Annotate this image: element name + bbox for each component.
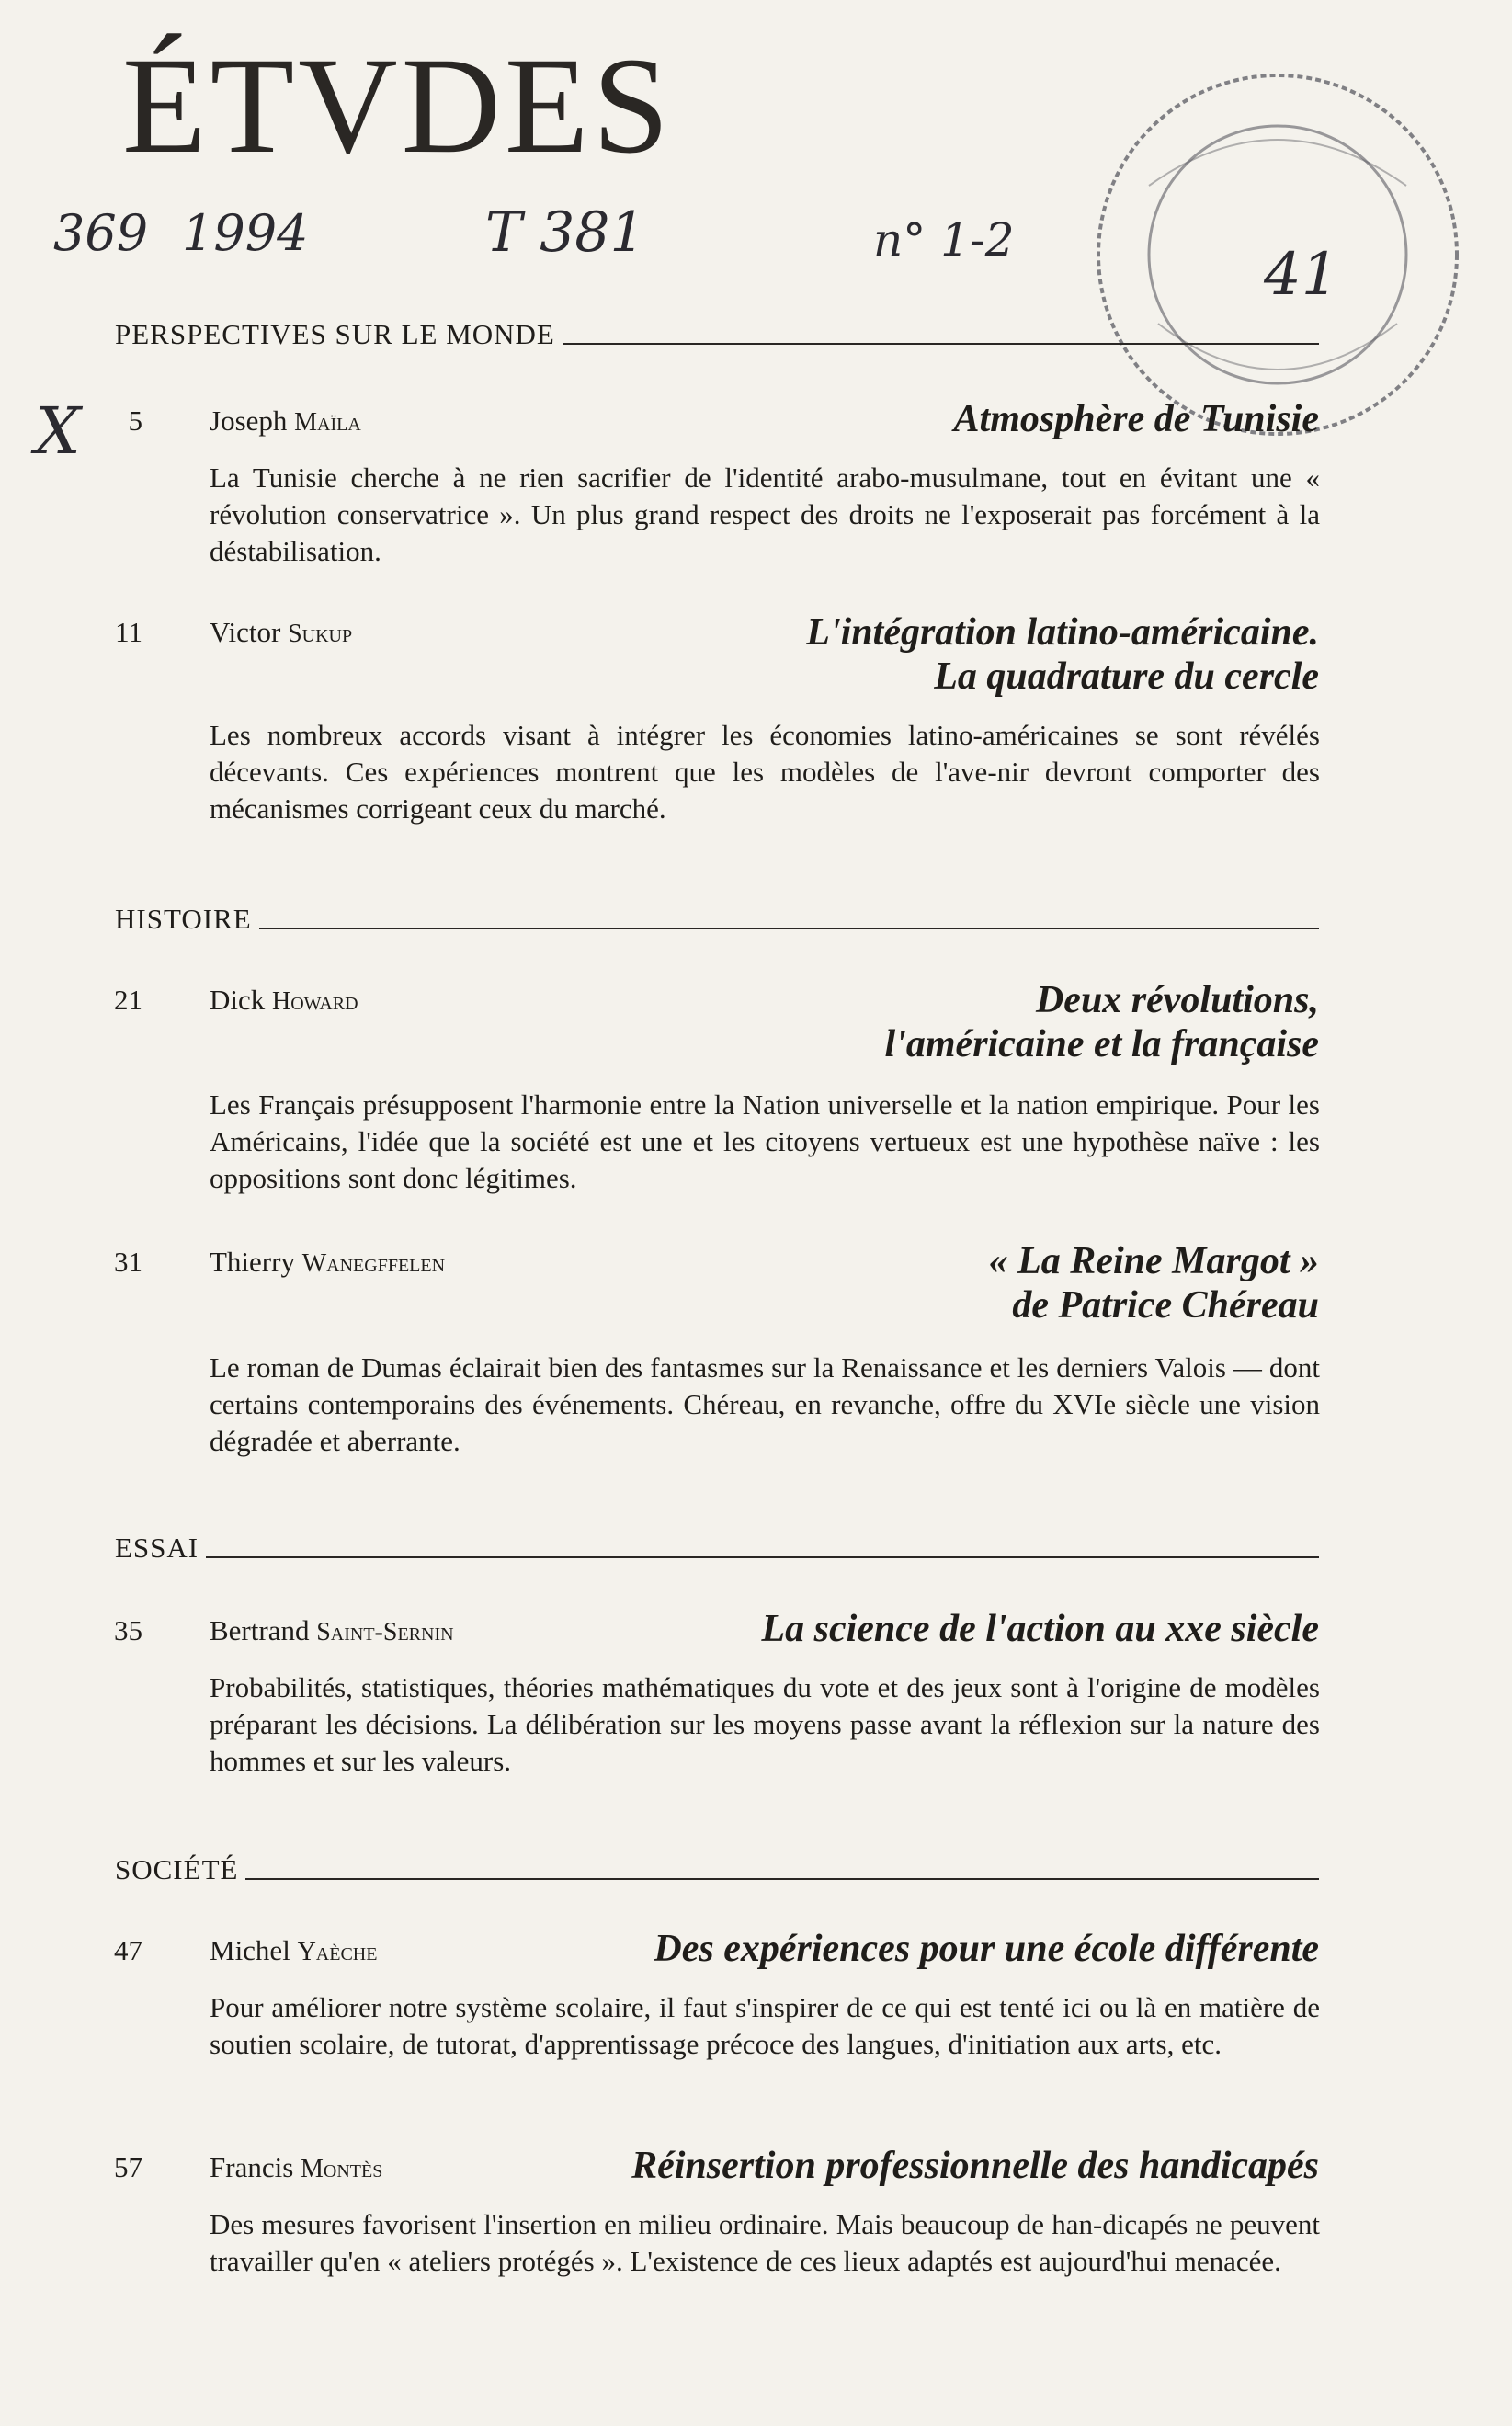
article-author xyxy=(210,616,352,649)
author-last-name: Saint-Sernin xyxy=(316,1618,454,1646)
page-number: 21 xyxy=(114,984,142,1016)
article-title-line: La quadrature du cercle xyxy=(934,655,1319,698)
article-summary: Des mesures favorisent l'insertion en milieu ordinaire. Mais beaucoup de han-dicapés ne peuvent travailler qu'en « ateliers protégés ». L'existence de ces lieux adaptés est aujourd'hui menacée. xyxy=(210,2208,1320,2277)
author-last-name: Maïla xyxy=(294,408,361,437)
section-label: HISTOIRE xyxy=(115,903,252,935)
article-title-line: l'américaine et la française xyxy=(884,1023,1319,1065)
page-number: 31 xyxy=(114,1246,142,1278)
article-author xyxy=(210,984,358,1017)
article-title xyxy=(954,397,1319,441)
journal-masthead: ÉTVDES xyxy=(122,29,673,182)
article-title-line: Deux révolutions, xyxy=(1035,979,1319,1021)
handwritten-mark: 41 xyxy=(1264,241,1339,309)
handwritten-year: 1994 xyxy=(182,204,309,262)
article-title-line: « La Reine Margot » xyxy=(988,1240,1319,1282)
author-first-name: Michel xyxy=(210,1934,290,1966)
page-number: 11 xyxy=(115,616,142,648)
page-number: 35 xyxy=(114,1614,142,1646)
article-author xyxy=(210,404,361,438)
page-number: 5 xyxy=(128,404,142,437)
article-title xyxy=(806,610,1319,699)
article-summary: La Tunisie cherche à ne rien sacrifier de l'identité arabo-musulmane, tout en évitant une « révolution conservatrice ». Un plus grand respect des droits ne l'exposerait pas forcément à la déstabilisation. xyxy=(210,461,1320,567)
section-rule xyxy=(245,1878,1319,1880)
section-heading xyxy=(115,318,1319,351)
author-last-name: Sukup xyxy=(288,620,353,648)
article-title-line: Atmosphère de Tunisie xyxy=(953,398,1319,440)
article-title-line: L'intégration latino-américaine. xyxy=(806,611,1319,654)
author-first-name: Victor xyxy=(210,616,281,648)
author-first-name: Dick xyxy=(210,984,266,1016)
article-summary: Pour améliorer notre système scolaire, il faut s'inspirer de ce qui est tenté ici ou là en matière de soutien scolaire, de tutorat, d'apprentissage précoce des langues, d'initiation aux arts, etc. xyxy=(210,1991,1320,2060)
section-label: PERSPECTIVES SUR LE MONDE xyxy=(115,318,555,350)
article-title-line: Des expériences pour une école différente xyxy=(654,1928,1319,1970)
article-title xyxy=(761,1607,1319,1651)
author-first-name: Francis xyxy=(210,2151,294,2183)
author-last-name: Montès xyxy=(301,2155,383,2183)
section-heading xyxy=(115,1853,1319,1886)
article-title xyxy=(654,1927,1319,1971)
article-summary: Les nombreux accords visant à intégrer les économies latino-américaines se sont révélés décevants. Ces expériences montrent que les modèles de l'ave-nir devront comporter des mécanismes corrigeant ceux du marché. xyxy=(210,719,1320,825)
page-number: 47 xyxy=(114,1934,142,1966)
handwritten-tome: T 381 xyxy=(485,200,645,265)
section-label: SOCIÉTÉ xyxy=(115,1853,239,1885)
article-summary: Le roman de Dumas éclairait bien des fantasmes sur la Renaissance et les derniers Valois — dont certains contemporains des événements. Chéreau, en revanche, offre du XVIe siècle une vision dégradée et aberrante. xyxy=(210,1351,1320,1457)
section-heading xyxy=(115,1532,1319,1565)
article-title xyxy=(631,2144,1319,2188)
section-heading xyxy=(115,903,1319,936)
author-first-name: Bertrand xyxy=(210,1614,310,1646)
author-last-name: Yaèche xyxy=(297,1938,378,1966)
article-summary: Probabilités, statistiques, théories mathématiques du vote et des jeux sont à l'origine de modèles préparant les décisions. La délibération sur les moyens passe avant la réflexion sur la nature des hommes et sur les valeurs. xyxy=(210,1671,1320,1777)
article-author xyxy=(210,1934,377,1967)
author-last-name: Wanegffelen xyxy=(301,1249,446,1278)
article-summary: Les Français présupposent l'harmonie entre la Nation universelle et la nation empirique. Pour les Américains, l'idée que la société est une et les citoyens vertueux est une hypothèse naïve : les oppositions sont donc légitimes. xyxy=(210,1088,1320,1194)
section-rule xyxy=(259,928,1319,929)
article-title-line: Réinsertion professionnelle des handicapés xyxy=(631,2145,1319,2187)
article-title xyxy=(989,1239,1319,1327)
page-number: 57 xyxy=(114,2151,142,2183)
article-author xyxy=(210,1614,454,1647)
author-first-name: Joseph xyxy=(210,404,288,437)
article-author xyxy=(210,1246,445,1279)
article-title-line: de Patrice Chéreau xyxy=(1012,1284,1319,1327)
section-rule xyxy=(206,1556,1319,1558)
handwritten-issue: n° 1-2 xyxy=(873,213,1015,267)
article-author xyxy=(210,2151,382,2184)
section-rule xyxy=(563,343,1319,345)
author-last-name: Howard xyxy=(272,987,358,1016)
handwritten-number: 369 xyxy=(53,204,149,262)
handwritten-cross: X xyxy=(35,393,81,469)
article-title-line: La science de l'action au xxe siècle xyxy=(761,1608,1319,1650)
author-first-name: Thierry xyxy=(210,1246,295,1278)
section-label: ESSAI xyxy=(115,1532,199,1564)
article-title xyxy=(885,978,1319,1066)
